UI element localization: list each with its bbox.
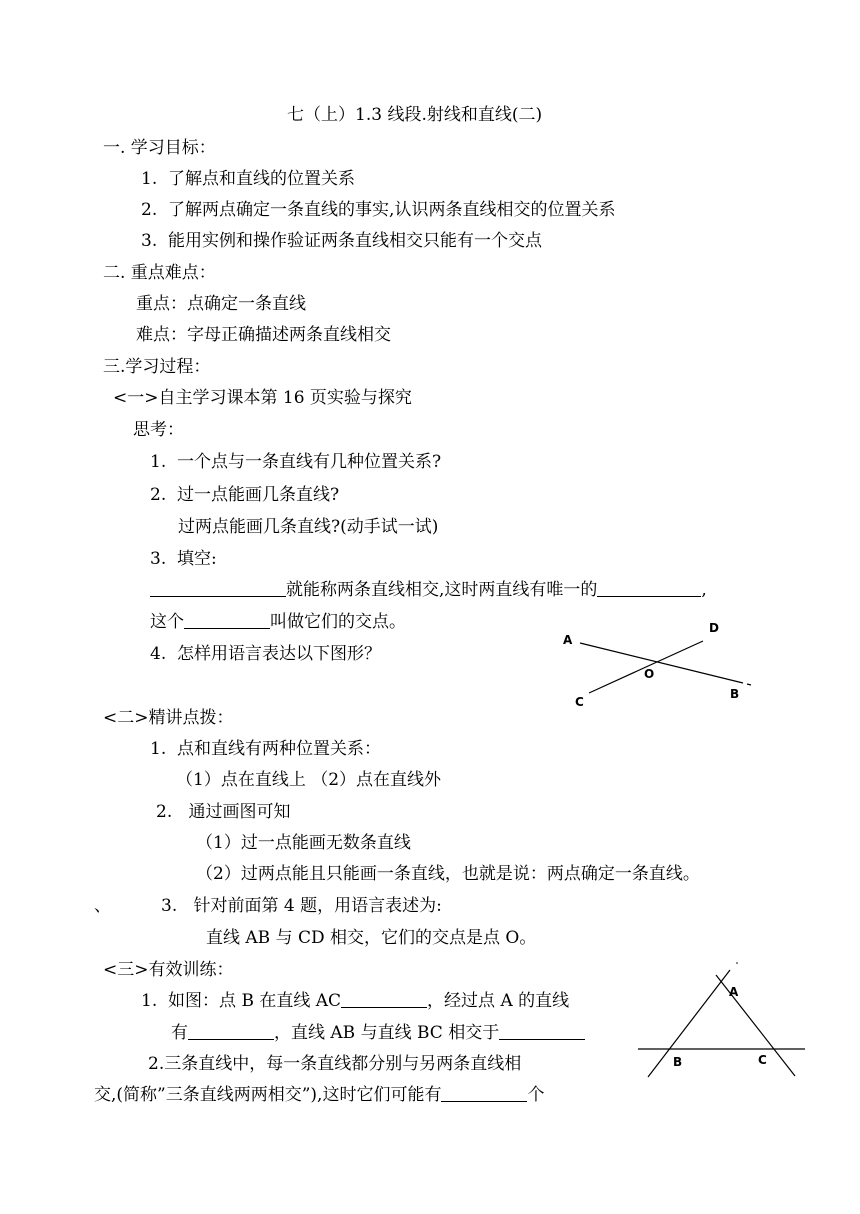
point-3 bbox=[94, 894, 442, 918]
fill-text: 这个 bbox=[150, 612, 184, 632]
question-number: 4. bbox=[150, 644, 167, 664]
exercise-text: 个 bbox=[527, 1085, 545, 1105]
question-number: 1. bbox=[150, 452, 167, 472]
page-title: 七（上）1.3 线段.射线和直线(二) bbox=[287, 105, 543, 125]
question-2-sub: 过两点能画几条直线?(动手试一试) bbox=[178, 517, 439, 537]
point-prefix: 、 bbox=[94, 896, 111, 916]
part-1-heading: <一>自主学习课本第 16 页实验与探究 bbox=[113, 388, 412, 408]
label-b: B bbox=[673, 1055, 683, 1069]
intersecting-lines-figure bbox=[555, 615, 775, 715]
exercise-text: 有 bbox=[171, 1023, 188, 1043]
exercise-1-line-2 bbox=[171, 1021, 585, 1045]
label-c: C bbox=[575, 695, 584, 709]
section-1-heading: 一. 学习目标： bbox=[103, 138, 216, 158]
goal-text: 了解点和直线的位置关系 bbox=[168, 169, 356, 189]
label-b: B bbox=[730, 687, 740, 701]
dot-mark bbox=[736, 962, 738, 964]
question-4 bbox=[150, 642, 381, 666]
question-text: 过一点能画几条直线? bbox=[177, 485, 340, 505]
fill-blank[interactable] bbox=[597, 578, 701, 597]
goal-number: 1. bbox=[141, 169, 158, 189]
question-number: 3. bbox=[150, 549, 167, 569]
section-2-heading: 二. 重点难点： bbox=[103, 263, 216, 283]
label-a: A bbox=[563, 633, 573, 647]
line-ac-extended bbox=[716, 975, 795, 1076]
label-d: D bbox=[709, 621, 719, 635]
goal-text: 能用实例和操作验证两条直线相交只能有一个交点 bbox=[168, 231, 543, 251]
point-text: 点和直线有两种位置关系： bbox=[177, 739, 382, 759]
section-3-heading: 三.学习过程： bbox=[103, 357, 211, 377]
fill-text: , bbox=[701, 580, 707, 600]
fill-blank[interactable] bbox=[341, 989, 427, 1008]
point-3-sub: 直线 AB 与 CD 相交，它们的交点是点 O。 bbox=[206, 928, 537, 948]
point-2 bbox=[156, 800, 290, 824]
label-c: C bbox=[758, 1053, 767, 1067]
question-number: 2. bbox=[150, 485, 167, 505]
line-ab-extended bbox=[648, 970, 730, 1077]
question-1 bbox=[150, 450, 441, 474]
goal-item-1 bbox=[141, 167, 355, 191]
fill-blank[interactable] bbox=[188, 1021, 274, 1040]
exercise-2-line-2 bbox=[94, 1083, 544, 1107]
point-text: 通过画图可知 bbox=[188, 802, 291, 822]
exercise-text: 交,(简称”三条直线两两相交”),这时它们可能有 bbox=[94, 1085, 442, 1105]
fill-blank[interactable] bbox=[499, 1021, 585, 1040]
difficult-point: 难点：字母正确描述两条直线相交 bbox=[136, 325, 391, 345]
exercise-text: 如图：点 B 在直线 AC bbox=[168, 991, 342, 1011]
goal-item-2 bbox=[141, 198, 615, 222]
goal-text: 了解两点确定一条直线的事实,认识两条直线相交的位置关系 bbox=[168, 200, 616, 220]
fill-text: 叫做它们的交点。 bbox=[270, 612, 406, 632]
point-number: 3. bbox=[161, 896, 178, 916]
point-1 bbox=[150, 737, 381, 761]
exercise-text: ，经过点 A 的直线 bbox=[427, 991, 570, 1011]
part-3-heading: <三>有效训练： bbox=[103, 960, 234, 980]
label-a: A bbox=[729, 985, 739, 999]
point-text: 针对前面第 4 题，用语言表述为: bbox=[193, 896, 442, 916]
key-point: 重点：点确定一条直线 bbox=[136, 294, 306, 314]
exercise-2-line-1: 2.三条直线中，每一条直线都分别与另两条直线相 bbox=[148, 1054, 522, 1074]
point-2-sub-1: （1）过一点能画无数条直线 bbox=[196, 833, 411, 853]
exercise-text: ，直线 AB 与直线 BC 相交于 bbox=[274, 1023, 500, 1043]
exercise-1-line-1 bbox=[141, 989, 569, 1013]
goal-number: 3. bbox=[141, 231, 158, 251]
question-2 bbox=[150, 483, 339, 507]
question-3-fill-line-1 bbox=[150, 578, 707, 602]
point-number: 2. bbox=[156, 802, 173, 822]
goal-item-3 bbox=[141, 229, 542, 253]
part-2-heading: <二>精讲点拨： bbox=[103, 708, 234, 728]
question-3 bbox=[150, 547, 217, 571]
exercise-number: 1. bbox=[141, 991, 158, 1011]
point-2-sub-2: （2）过两点能且只能画一条直线，也就是说：两点确定一条直线。 bbox=[196, 864, 700, 884]
think-label: 思考： bbox=[133, 420, 184, 440]
line-ab bbox=[580, 643, 743, 683]
triangle-lines-figure bbox=[635, 960, 815, 1080]
line-tick bbox=[747, 684, 751, 685]
fill-blank[interactable] bbox=[150, 578, 286, 597]
fill-blank[interactable] bbox=[184, 610, 270, 629]
question-text: 填空: bbox=[177, 549, 217, 569]
label-o: O bbox=[644, 667, 655, 681]
goal-number: 2. bbox=[141, 200, 158, 220]
fill-text: 就能称两条直线相交,这时两直线有唯一的 bbox=[286, 580, 598, 600]
fill-blank[interactable] bbox=[441, 1083, 527, 1102]
question-text: 一个点与一条直线有几种位置关系? bbox=[177, 452, 442, 472]
point-1-sub: （1）点在直线上 （2）点在直线外 bbox=[176, 770, 442, 790]
question-text: 怎样用语言表达以下图形？ bbox=[177, 644, 382, 664]
point-number: 1. bbox=[150, 739, 167, 759]
question-3-fill-line-2 bbox=[150, 610, 406, 634]
